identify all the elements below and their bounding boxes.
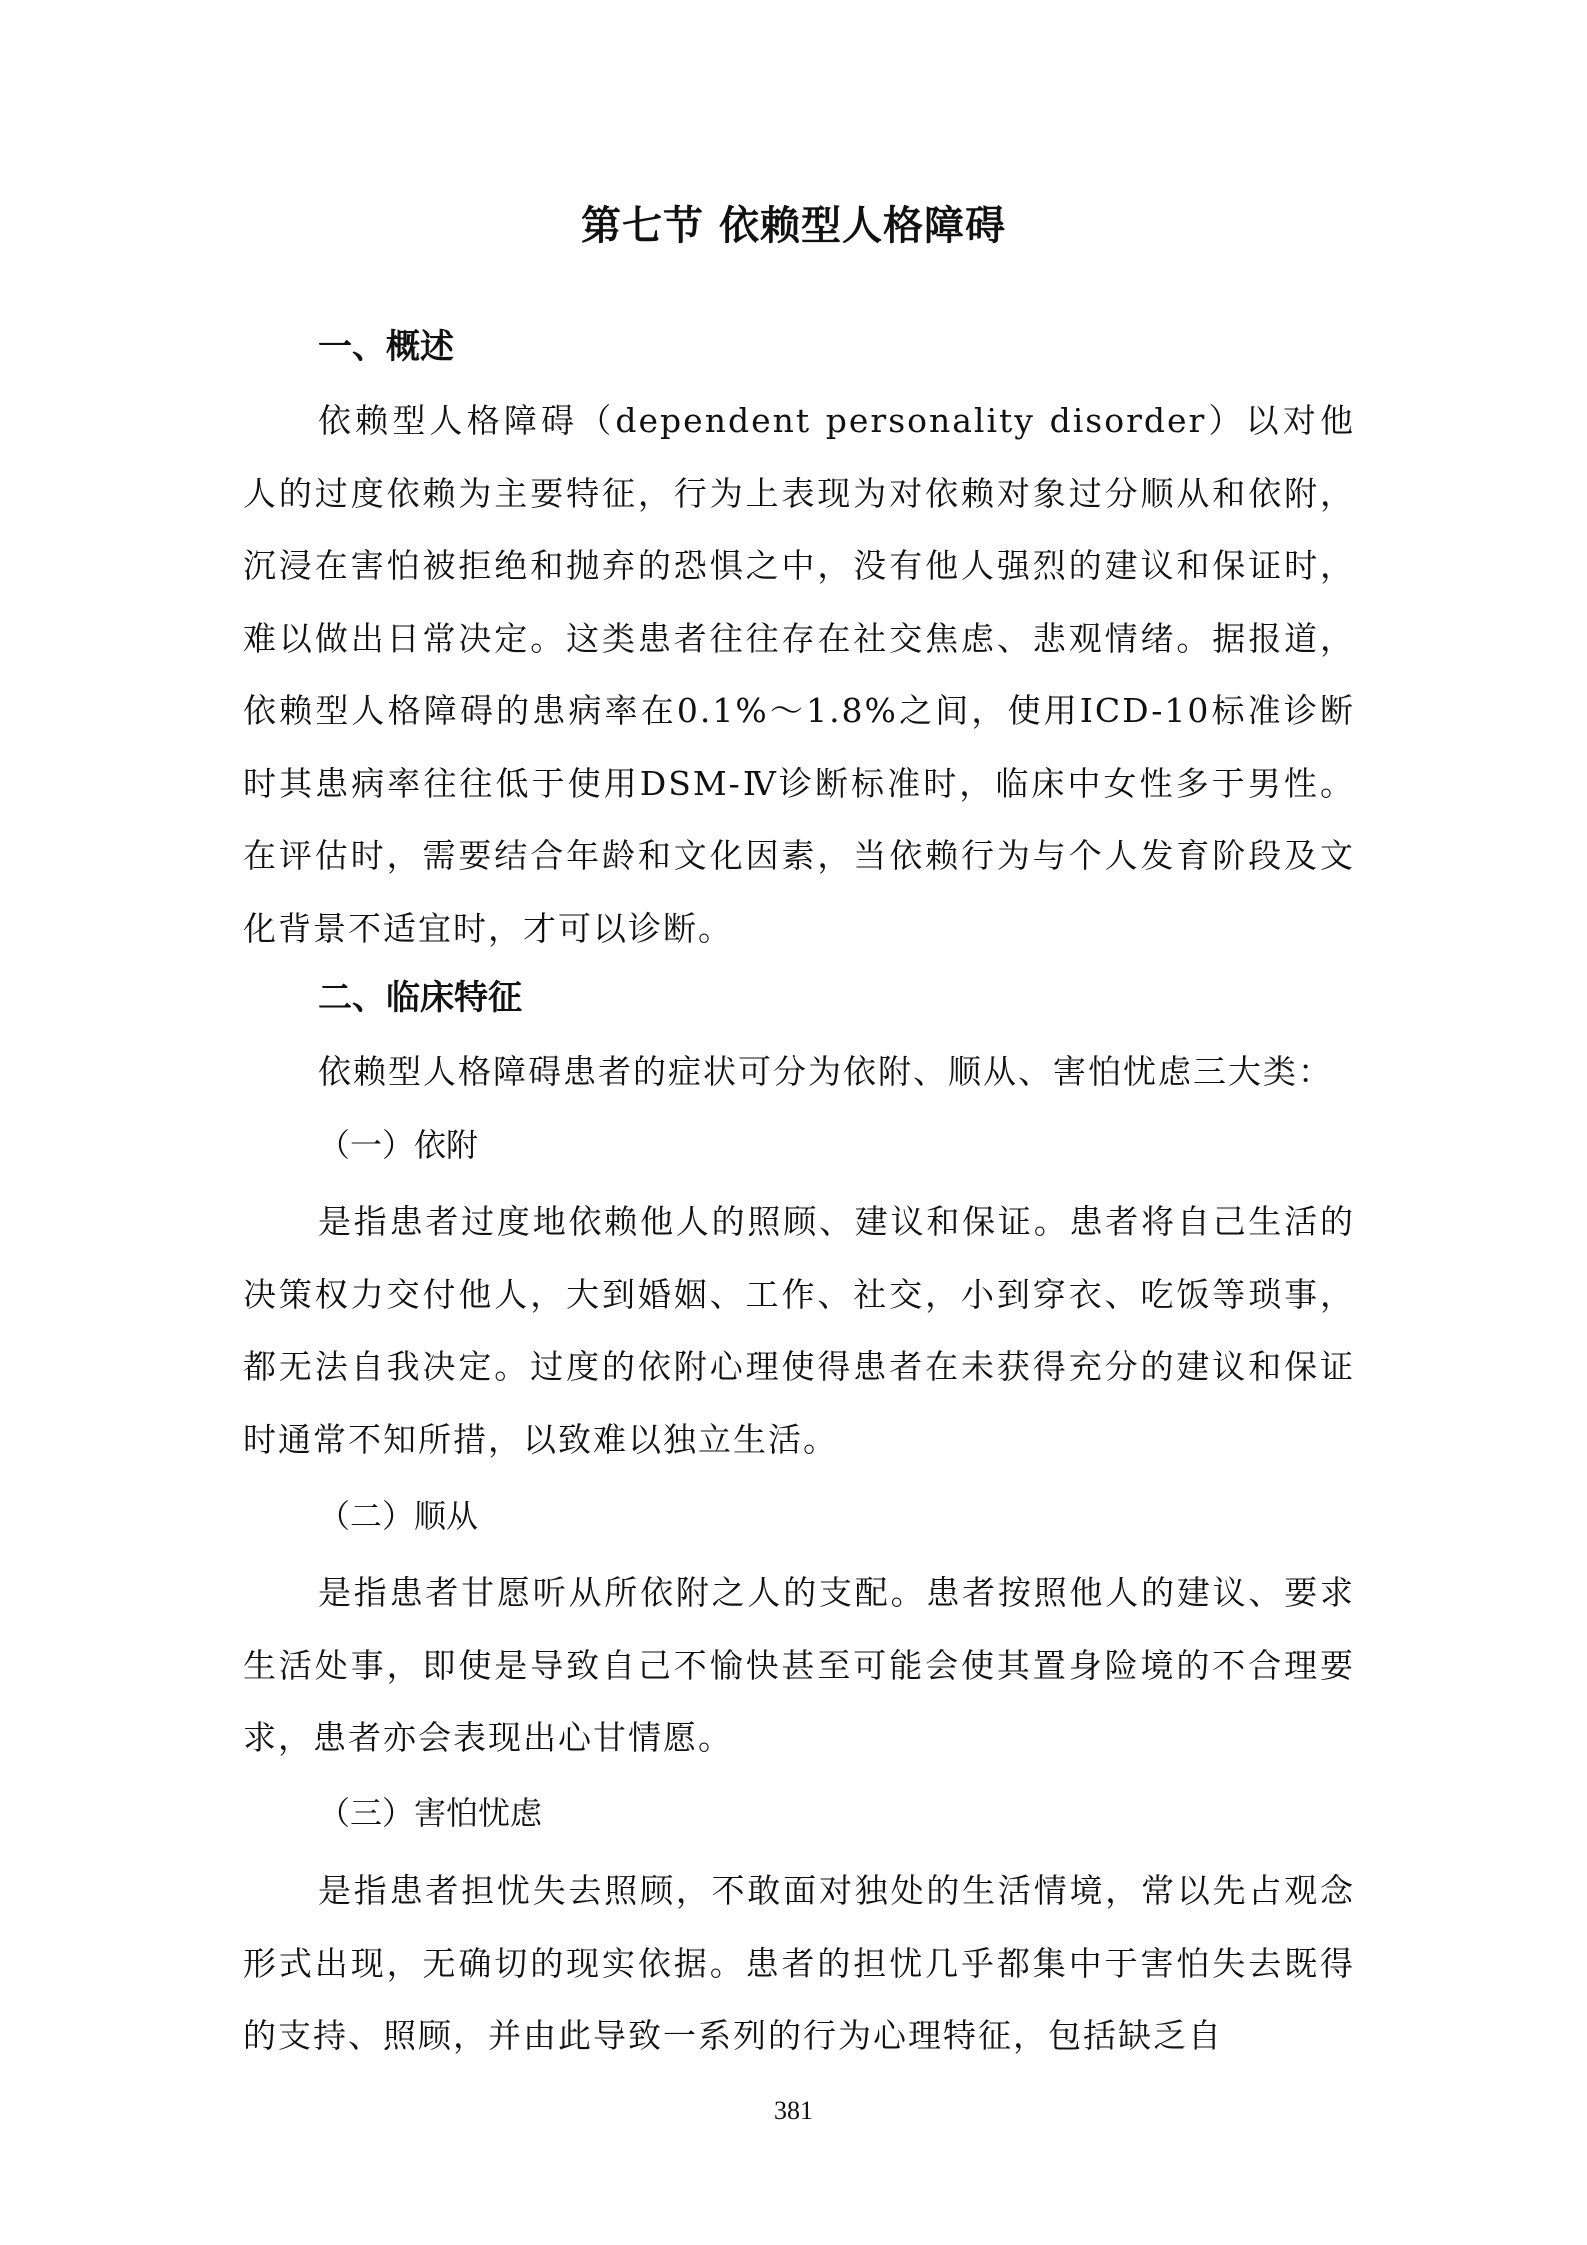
page-title: 第七节 依赖型人格障碍 bbox=[581, 203, 1006, 249]
compliance-paragraph: 是指患者甘愿听从所依附之人的支配。患者按照他人的建议、要求生活处事，即使是导致自己不愉快甚至可能会使其置身险境的不合理要求，患者亦会表现出心甘情愿。 bbox=[243, 1573, 1355, 1757]
subsection-heading-fear-worry: （三）害怕忧虑 bbox=[318, 1794, 543, 1832]
page-number: 381 bbox=[774, 2096, 813, 2125]
fear-worry-paragraph: 是指患者担忧失去照顾，不敢面对独处的生活情境，常以先占观念形式出现，无确切的现实依据。患者的担忧几乎都集中于害怕失去既得的支持、照顾，并由此导致一系列的行为心理特征，包括缺乏自 bbox=[243, 1871, 1355, 2055]
overview-paragraph: 依赖型人格障碍（dependent personality disorder）以对他人的过度依赖为主要特征，行为上表现为对依赖对象过分顺从和依附，沉浸在害怕被拒绝和抛弃的恐惧之中，没有他人强烈的建议和保证时，难以做出日常决定。这类患者往往存在社交焦虑、悲观情绪。据报道，依赖型人格障碍的患病率在0.1%～1.8%之间，使用ICD-10标准诊断时其患病率往往低于使用DSM-Ⅳ诊断标准时，临床中女性多于男性。在评估时，需要结合年龄和文化因素，当依赖行为与个人发育阶段及文化背景不适宜时，才可以诊断。 bbox=[243, 401, 1355, 948]
attachment-paragraph: 是指患者过度地依赖他人的照顾、建议和保证。患者将自己生活的决策权力交付他人，大到婚姻、工作、社交，小到穿衣、吃饭等琐事，都无法自我决定。过度的依附心理使得患者在未获得充分的建议和保证时通常不知所措，以致难以独立生活。 bbox=[243, 1202, 1355, 1459]
subsection-heading-compliance: （二）顺从 bbox=[318, 1497, 479, 1535]
section-heading-clinical-features: 二、临床特征 bbox=[318, 978, 522, 1018]
clinical-features-intro: 依赖型人格障碍患者的症状可分为依附、顺从、害怕忧虑三大类： bbox=[318, 1052, 1333, 1091]
subsection-heading-attachment: （一）依附 bbox=[318, 1126, 479, 1164]
section-heading-overview: 一、概述 bbox=[318, 327, 454, 367]
